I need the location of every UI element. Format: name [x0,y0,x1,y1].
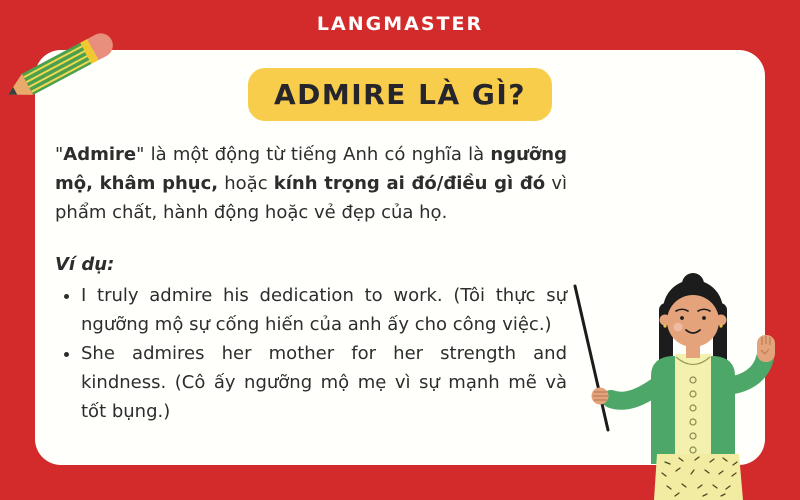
examples-list [59,281,567,426]
definition-paragraph: "Admire" là một động từ tiếng Anh có nghĩa là ngưỡng mộ, khâm phục, hoặc kính trọng ai đó/điều gì đó vì phẩm chất, hành động hoặc vẻ đẹp của họ. [55,144,568,223]
left-arm-sleeve [611,386,657,401]
brand-logo: LANGMASTER [316,13,484,35]
example-item: • I truly admire his dedication to work. (Tôi thực sự ngưỡng mộ sự cống hiến của anh ấy cho công việc.) [81,281,567,339]
teacher-illustration [555,258,800,500]
hair-bun [682,273,704,295]
cheek-blush [674,323,683,332]
face [667,295,719,347]
skirt [654,454,743,500]
earring-right [719,324,722,327]
pointer-stick [575,286,608,430]
earring-left [663,324,666,327]
page-title: ADMIRE LÀ GÌ? [273,78,527,111]
examples-heading: Ví dụ: [55,254,115,275]
title-badge [248,68,552,121]
example-item: • She admires her mother for her strength and kindness. (Cô ấy ngưỡng mộ mẹ vì sự mạnh mẽ và tốt bụng.) [81,339,567,426]
